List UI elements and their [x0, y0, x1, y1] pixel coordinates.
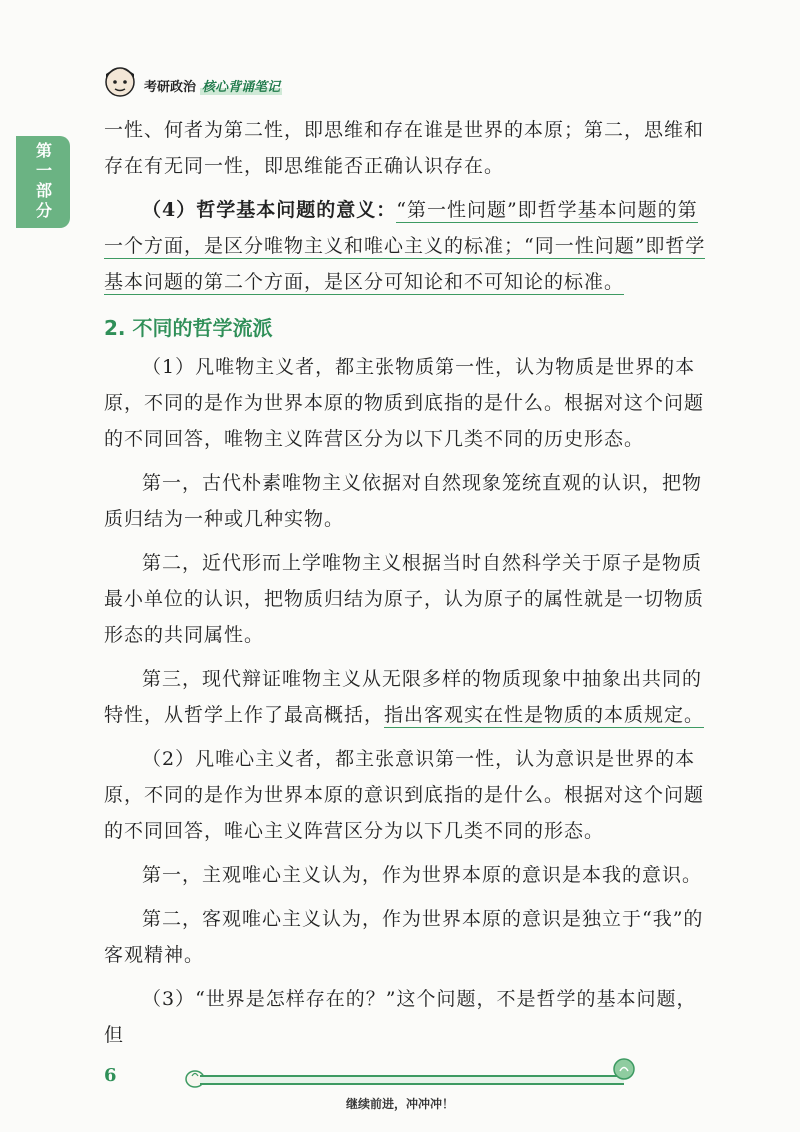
paragraph: 一性、何者为第二性，即思维和存在谁是世界的本原；第二，思维和存在有无同一性，即思维能否正确认识存在。: [104, 119, 705, 177]
footer-slogan: 继续前进，冲冲冲！: [345, 1097, 454, 1111]
paragraph: 第一，古代朴素唯物主义依据对自然现象笼统直观的认识，把物质归结为一种或几种实物。: [104, 472, 703, 530]
significance-label: （4）哲学基本问题的意义：: [142, 199, 397, 221]
paragraph: （1）凡唯物主义者，都主张物质第一性，认为物质是世界的本原，不同的是作为世界本原的物质到底指的是什么。根据对这个问题的不同回答，唯物主义阵营区分为以下几类不同的历史形态。: [104, 356, 705, 450]
footer-bar: [200, 1075, 624, 1085]
paragraph: 第二，近代形而上学唯物主义根据当时自然科学关于原子是物质最小单位的认识，把物质归结为原子，认为原子的属性就是一切物质形态的共同属性。: [104, 552, 705, 646]
section-side-tab: 第一部分: [16, 136, 70, 228]
paragraph: （2）凡唯心主义者，都主张意识第一性，认为意识是世界的本原，不同的是作为世界本原的意识到底指的是什么。根据对这个问题的不同回答，唯心主义阵营区分为以下几类不同的形态。: [104, 748, 705, 842]
page-footer: [0, 1055, 800, 1125]
significance-text: “第一性问题”即哲学基本问题的第一个方面，是区分唯物主义和唯心主义的标准；“同一性问题”即哲学基本问题的第二个方面，是区分可知论和不可知论的标准。: [104, 199, 706, 293]
leaf-icon: [612, 1057, 636, 1081]
page-content: [104, 112, 714, 1053]
mascot-icon: [100, 62, 140, 102]
third-underlined: 指出客观实在性是物质的本质规定。: [384, 704, 705, 726]
page-number: 6: [104, 1065, 117, 1086]
book-header: [100, 62, 400, 102]
section-title: 2. 不同的哲学流派: [104, 316, 273, 340]
paragraph: 第一，主观唯心主义认为，作为世界本原的意识是本我的意识。: [142, 864, 703, 886]
book-title: [144, 76, 282, 95]
book-title-highlight: 核心背诵笔记: [202, 80, 281, 95]
paragraph: 第二，客观唯心主义认为，作为世界本原的意识是独立于“我”的客观精神。: [104, 908, 704, 966]
paragraph-third: [104, 661, 714, 733]
paragraph: （3）“世界是怎样存在的？”这个问题，不是哲学的基本问题，但: [104, 988, 697, 1046]
third-text: 第三，现代辩证唯物主义从无限多样的物质现象中抽象出共同的特性，从哲学上作了最高概括，: [104, 668, 703, 726]
paragraph-significance: [104, 192, 714, 300]
book-title-prefix: 考研政治: [144, 80, 197, 95]
